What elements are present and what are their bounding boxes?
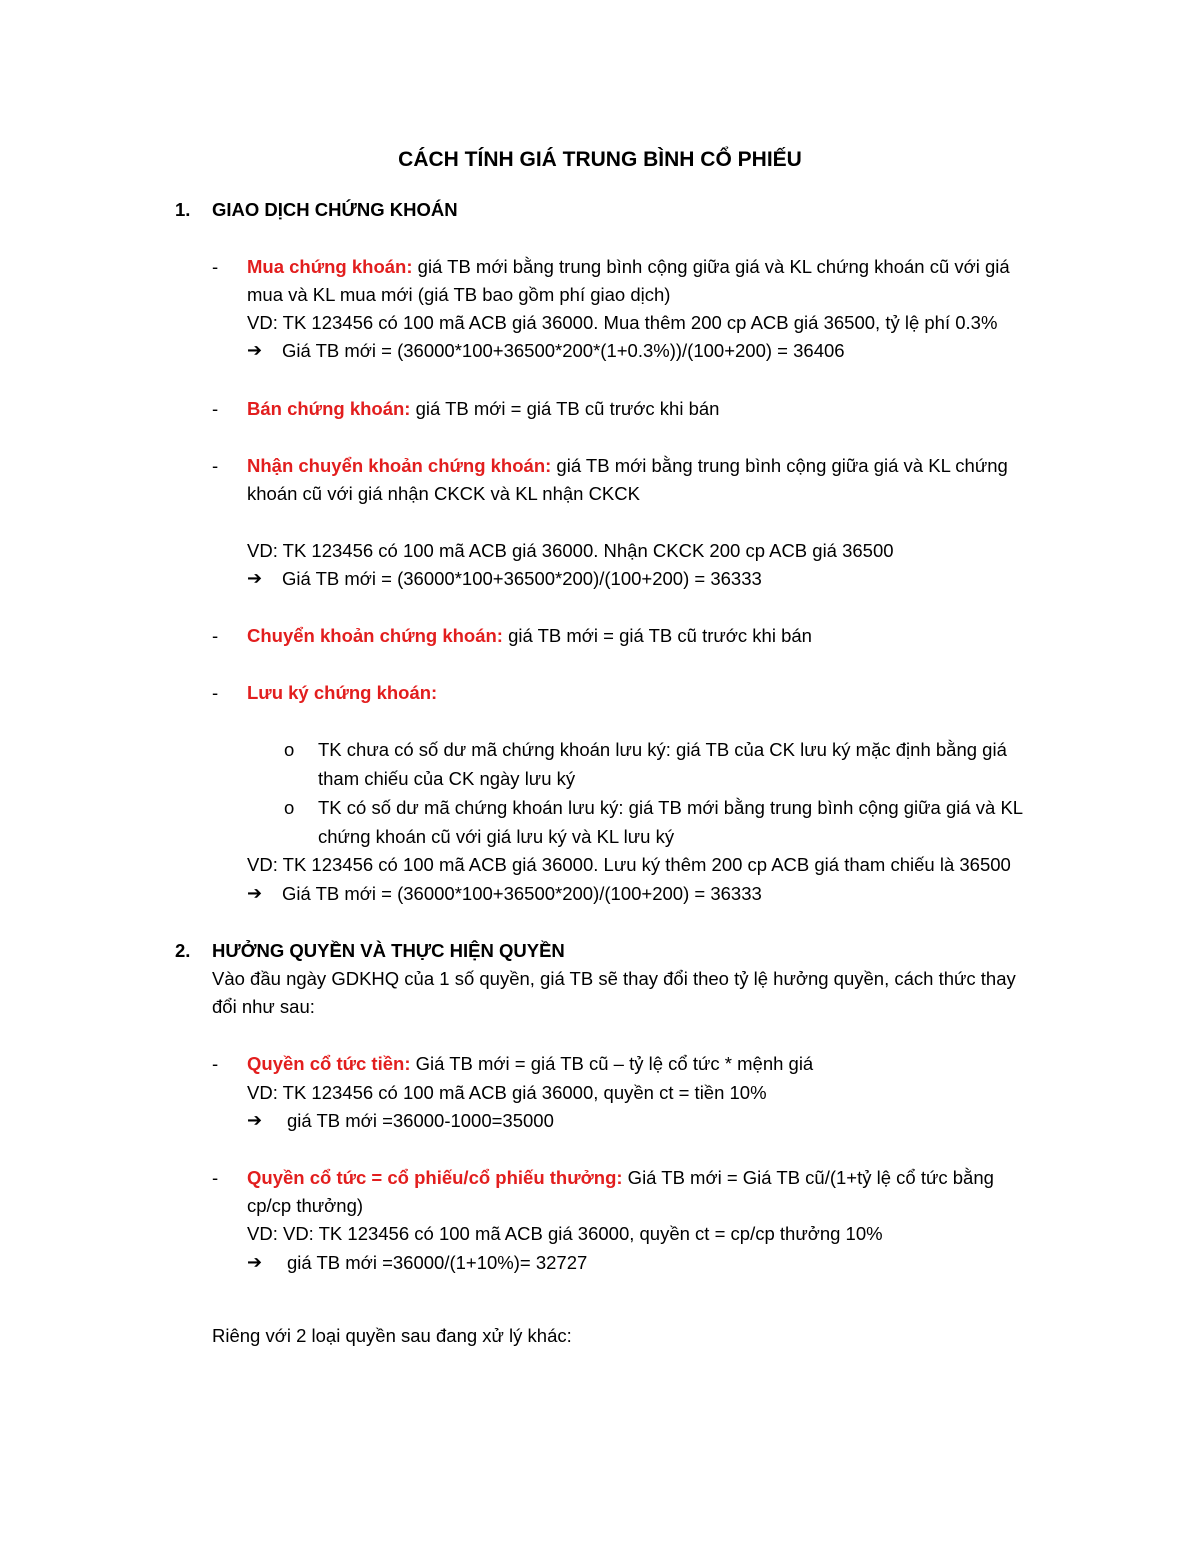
stock-dividend-label: Quyền cổ tức = cổ phiếu/cổ phiếu thưởng: (247, 1167, 623, 1188)
stock-dividend-result: giá TB mới =36000/(1+10%)= 32727 (287, 1252, 588, 1273)
section-2-intro-1: Vào đầu ngày GDKHQ của 1 số quyền, giá TB sẽ thay đổi theo tỷ lệ hưởng quyền, cách thức thay (212, 968, 1016, 989)
stock-dividend-line-1 (247, 1167, 994, 1189)
cash-dividend-example: VD: TK 123456 có 100 mã ACB giá 36000, quyền ct = tiền 10% (247, 1082, 767, 1103)
cash-dividend-label: Quyền cổ tức tiền: (247, 1053, 411, 1074)
stock-dividend-example: VD: VD: TK 123456 có 100 mã ACB giá 36000, quyền ct = cp/cp thưởng 10% (247, 1223, 883, 1244)
section-2-number: 2. (175, 940, 191, 961)
deposit-example: VD: TK 123456 có 100 mã ACB giá 36000. Lưu ký thêm 200 cp ACB giá tham chiếu là 36500 (247, 854, 1011, 875)
bullet-circle: o (284, 797, 295, 818)
receive-line-1 (247, 455, 1008, 477)
receive-label: Nhận chuyển khoản chứng khoán: (247, 455, 552, 476)
bullet-dash: - (212, 682, 219, 703)
receive-result: Giá TB mới = (36000*100+36500*200)/(100+200) = 36333 (282, 568, 762, 589)
cash-dividend-text: Giá TB mới = giá TB cũ – tỷ lệ cổ tức * mệnh giá (410, 1053, 814, 1074)
deposit-sub1-line-1: TK chưa có số dư mã chứng khoán lưu ký: giá TB của CK lưu ký mặc định bằng giá (318, 739, 1007, 760)
arrow-icon: ➔ (247, 883, 263, 903)
section-2-footer: Riêng với 2 loại quyền sau đang xử lý khác: (212, 1325, 572, 1346)
page-title: CÁCH TÍNH GIÁ TRUNG BÌNH CỔ PHIẾU (398, 148, 802, 171)
deposit-result: Giá TB mới = (36000*100+36500*200)/(100+200) = 36333 (282, 883, 762, 904)
bullet-dash: - (212, 256, 219, 277)
cash-dividend-line (247, 1053, 813, 1075)
buy-label: Mua chứng khoán: (247, 256, 413, 277)
bullet-dash: - (212, 398, 219, 419)
bullet-dash: - (212, 625, 219, 646)
deposit-label: Lưu ký chứng khoán: (247, 682, 438, 703)
stock-dividend-text-2: cp/cp thưởng) (247, 1195, 364, 1216)
receive-text-1: giá TB mới bằng trung bình cộng giữa giá và KL chứng (551, 455, 1008, 476)
bullet-dash: - (212, 1053, 219, 1074)
buy-text-1: giá TB mới bằng trung bình cộng giữa giá và KL chứng khoán cũ với giá (412, 256, 1010, 277)
transfer-line (247, 625, 812, 647)
cash-dividend-result: giá TB mới =36000-1000=35000 (287, 1110, 554, 1131)
section-2-intro-2: đổi như sau: (212, 996, 315, 1017)
arrow-icon: ➔ (247, 1252, 263, 1272)
deposit-sub2-line-2: chứng khoán cũ với giá lưu ký và KL lưu ký (318, 826, 675, 847)
stock-dividend-text-1: Giá TB mới = Giá TB cũ/(1+tỷ lệ cổ tức bằng (622, 1167, 994, 1188)
buy-text-2: mua và KL mua mới (giá TB bao gồm phí giao dịch) (247, 284, 671, 305)
bullet-dash: - (212, 1167, 219, 1188)
receive-example: VD: TK 123456 có 100 mã ACB giá 36000. Nhận CKCK 200 cp ACB giá 36500 (247, 540, 894, 561)
buy-example: VD: TK 123456 có 100 mã ACB giá 36000. Mua thêm 200 cp ACB giá 36500, tỷ lệ phí 0.3% (247, 312, 998, 333)
arrow-icon: ➔ (247, 568, 263, 588)
bullet-circle: o (284, 739, 295, 760)
deposit-sub1-line-2: tham chiếu của CK ngày lưu ký (318, 768, 576, 789)
arrow-icon: ➔ (247, 340, 263, 360)
buy-result: Giá TB mới = (36000*100+36500*200*(1+0.3%))/(100+200) = 36406 (282, 340, 845, 361)
section-1-number: 1. (175, 199, 191, 220)
section-1-heading: GIAO DỊCH CHỨNG KHOÁN (212, 199, 458, 220)
transfer-text: giá TB mới = giá TB cũ trước khi bán (502, 625, 812, 646)
receive-text-2: khoán cũ với giá nhận CKCK và KL nhận CKCK (247, 483, 640, 504)
buy-line-1 (247, 256, 1010, 278)
bullet-dash: - (212, 455, 219, 476)
sell-label: Bán chứng khoán: (247, 398, 411, 419)
sell-line (247, 398, 719, 420)
section-2-heading: HƯỞNG QUYỀN VÀ THỰC HIỆN QUYỀN (212, 940, 565, 961)
transfer-label: Chuyển khoản chứng khoán: (247, 625, 503, 646)
arrow-icon: ➔ (247, 1110, 263, 1130)
sell-text: giá TB mới = giá TB cũ trước khi bán (410, 398, 720, 419)
deposit-sub2-line-1: TK có số dư mã chứng khoán lưu ký: giá TB mới bằng trung bình cộng giữa giá và KL (318, 797, 1024, 818)
